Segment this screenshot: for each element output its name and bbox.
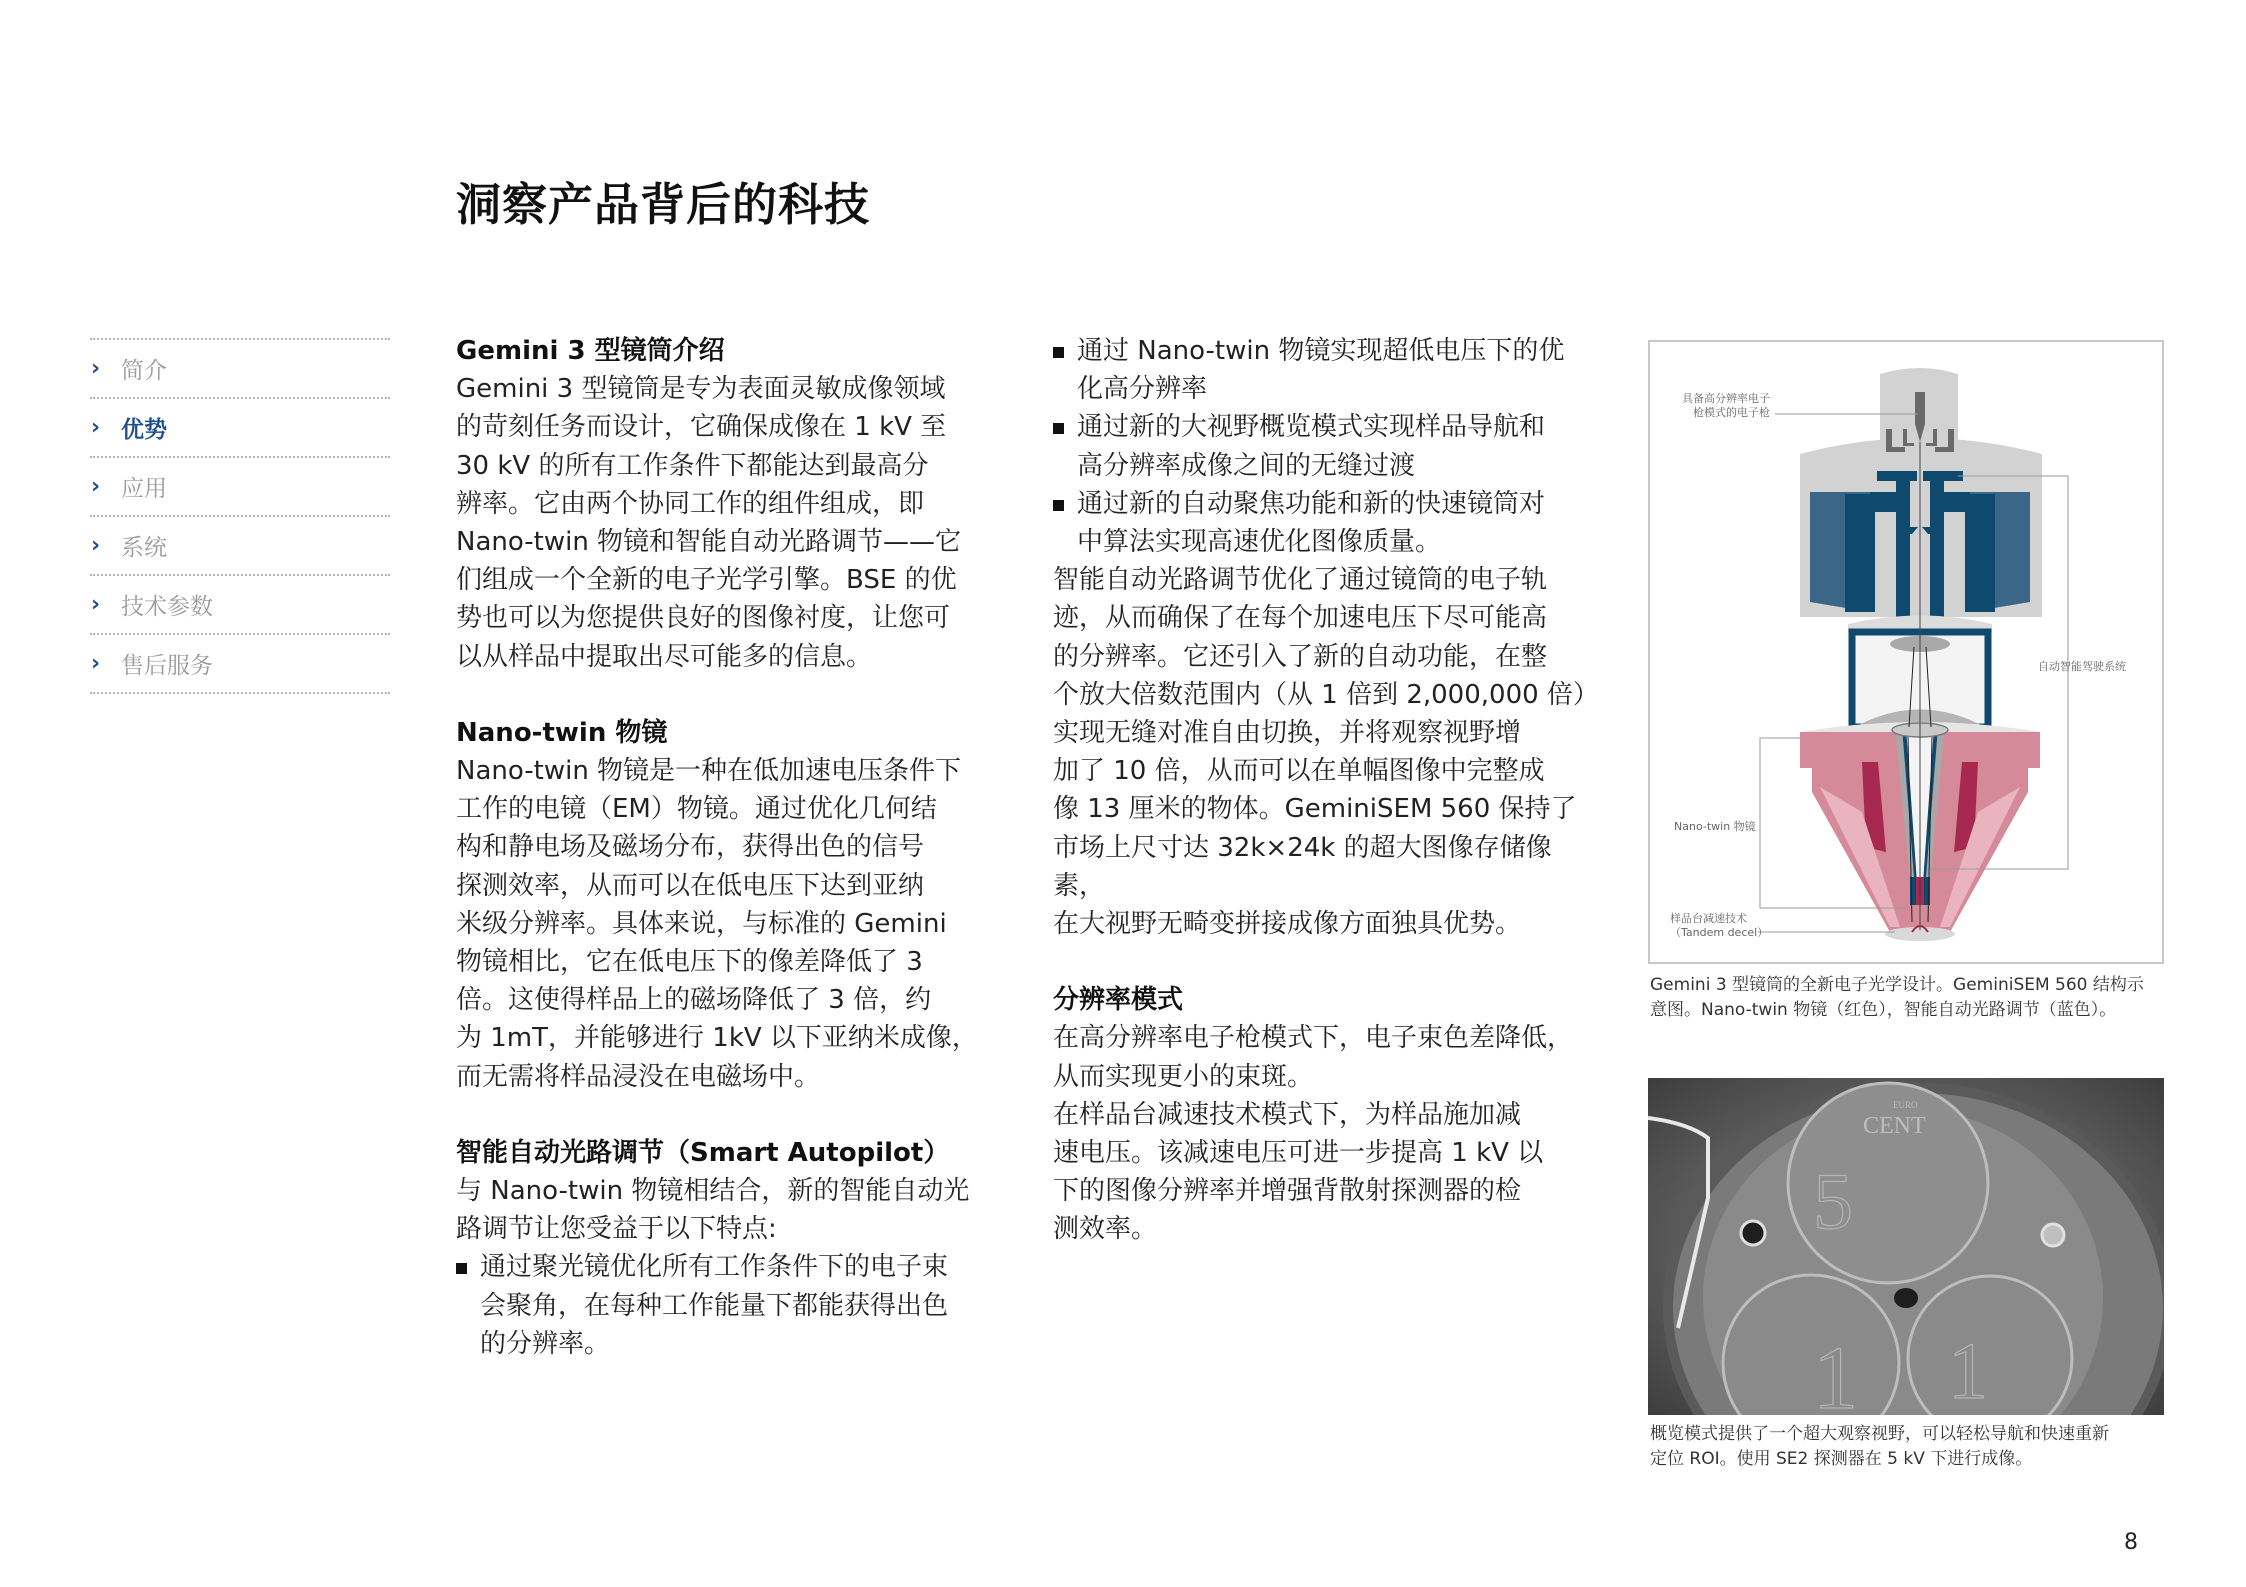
bullet-item <box>456 1248 986 1363</box>
text-line: Nano-twin 物镜是一种在低加速电压条件下 <box>456 756 962 787</box>
section-nav <box>90 338 390 694</box>
text-line: 实现无缝对准自由切换，并将观察视野增 <box>1053 718 1522 749</box>
paragraph-gemini3 <box>456 370 986 676</box>
text-line: 物镜相比，它在低电压下的像差降低了 3 <box>456 947 923 978</box>
text-column-2 <box>1053 332 1598 1249</box>
nav-item-intro[interactable] <box>90 340 390 397</box>
nav-item-specifications[interactable] <box>90 576 390 633</box>
text-line: 的分辨率。它还引入了新的自动功能，在整 <box>1053 641 1548 672</box>
text-line: 米级分辨率。具体来说，与标准的 Gemini <box>456 908 947 939</box>
nav-item-service[interactable] <box>90 635 390 692</box>
sem-overview-photo <box>1648 1078 2164 1415</box>
paragraph-smart-autopilot <box>456 1172 986 1248</box>
text-line: 下的图像分辨率并增强背散射探测器的检 <box>1053 1176 1522 1207</box>
svg-text:CENT: CENT <box>1863 1113 1926 1139</box>
bullet-item <box>1053 485 1598 561</box>
coins-on-stage-image <box>1648 1078 2164 1415</box>
text-line: Gemini 3 型镜筒是专为表面灵敏成像领域 <box>456 374 946 405</box>
text-line: 化高分辨率 <box>1077 374 1208 405</box>
chevron-right-icon: › <box>91 651 101 676</box>
label-text: （Tandem decel） <box>1670 926 1769 939</box>
text-line: 会聚角，在每种工作能量下都能获得出色 <box>480 1290 949 1321</box>
text-line: 通过 Nano-twin 物镜实现超低电压下的优 <box>1077 336 1565 366</box>
text-line: 们组成一个全新的电子光学引擎。BSE 的优 <box>456 565 957 596</box>
text-line: 的苛刻任务而设计，它确保成像在 1 kV 至 <box>456 412 947 443</box>
text-line: 倍。这使得样品上的磁场降低了 3 倍，约 <box>456 985 932 1016</box>
paragraph-nanotwin <box>456 752 986 1096</box>
caption-line: 概览模式提供了一个超大观察视野，可以轻松导航和快速重新 <box>1650 1424 2109 1444</box>
section-heading-resolution-modes: 分辨率模式 <box>1053 985 1184 1016</box>
text-line: 通过聚光镜优化所有工作条件下的电子束 <box>480 1252 949 1283</box>
text-line: 而无需将样品浸没在电磁场中。 <box>456 1061 821 1092</box>
page-number: 8 <box>2124 1530 2138 1555</box>
text-column-1 <box>456 332 986 1363</box>
section-heading-smart-autopilot: 智能自动光路调节（Smart Autopilot） <box>456 1137 950 1168</box>
nav-item-applications[interactable] <box>90 458 390 515</box>
electron-column-diagram <box>1648 340 2164 964</box>
square-bullet-icon <box>1053 347 1064 358</box>
label-text: 枪模式的电子枪 <box>1693 406 1770 419</box>
text-line: 探测效率，从而可以在低电压下达到亚纳 <box>456 870 925 901</box>
nav-label: 应用 <box>121 476 167 502</box>
square-bullet-icon <box>1053 423 1064 434</box>
text-line: 高分辨率成像之间的无缝过渡 <box>1077 450 1416 481</box>
text-line: 辨率。它由两个协同工作的组件组成，即 <box>456 488 925 519</box>
paragraph-autopilot-detail <box>1053 561 1598 943</box>
text-line: 工作的电镜（EM）物镜。通过优化几何结 <box>456 794 937 825</box>
text-line: 个放大倍数范围内（从 1 倍到 2,000,000 倍） <box>1053 679 1599 710</box>
column-cross-section-illustration <box>1650 342 2162 962</box>
page-title: 洞察产品背后的科技 <box>456 178 871 231</box>
svg-text:5: 5 <box>1813 1158 1853 1246</box>
nav-label: 优势 <box>121 417 167 443</box>
nav-item-system[interactable] <box>90 517 390 574</box>
text-line: 势也可以为您提供良好的图像衬度，让您可 <box>456 603 951 634</box>
text-line: 30 kV 的所有工作条件下都能达到最高分 <box>456 450 929 481</box>
text-line: 市场上尺寸达 32k×24k 的超大图像存储像素， <box>1053 832 1552 901</box>
nav-label: 简介 <box>121 358 167 384</box>
text-line: 加了 10 倍，从而可以在单幅图像中完整成 <box>1053 756 1545 787</box>
text-line: 从而实现更小的束斑。 <box>1053 1061 1314 1092</box>
label-text: 具备高分辨率电子 <box>1682 392 1770 405</box>
svg-text:1: 1 <box>1948 1328 1988 1415</box>
text-line: 测效率。 <box>1053 1214 1158 1245</box>
svg-text:1: 1 <box>1813 1329 1858 1415</box>
text-line: 通过新的自动聚焦功能和新的快速镜筒对 <box>1077 488 1546 519</box>
text-line: 以从样品中提取出尽可能多的信息。 <box>456 641 873 672</box>
text-line: 智能自动光路调节优化了通过镜筒的电子轨 <box>1053 565 1548 596</box>
text-line: 中算法实现高速优化图像质量。 <box>1077 527 1442 558</box>
text-line: 在样品台减速技术模式下，为样品施加减 <box>1053 1099 1522 1130</box>
section-heading-nanotwin: Nano-twin 物镜 <box>456 717 668 748</box>
caption-line: Gemini 3 型镜筒的全新电子光学设计。GeminiSEM 560 结构示 <box>1650 975 2144 995</box>
text-line: 为 1mT，并能够进行 1kV 以下亚纳米成像， <box>456 1023 978 1054</box>
square-bullet-icon <box>456 1263 467 1274</box>
text-line: 构和静电场及磁场分布，获得出色的信号 <box>456 832 925 863</box>
text-line: 通过新的大视野概览模式实现样品导航和 <box>1077 412 1546 443</box>
square-bullet-icon <box>1053 500 1064 511</box>
nav-label: 售后服务 <box>121 653 213 679</box>
text-line: 像 13 厘米的物体。GeminiSEM 560 保持了 <box>1053 794 1577 825</box>
chevron-right-icon: › <box>91 533 101 558</box>
chevron-right-icon: › <box>91 415 101 440</box>
text-line: 迹，从而确保了在每个加速电压下尽可能高 <box>1053 603 1548 634</box>
text-line: 在大视野无畸变拼接成像方面独具优势。 <box>1053 909 1522 940</box>
nav-label: 技术参数 <box>121 594 213 620</box>
nav-divider <box>90 692 390 694</box>
text-line: 与 Nano-twin 物镜相结合，新的智能自动光 <box>456 1176 970 1207</box>
label-autopilot: 自动智能驾驶系统 <box>2038 660 2126 673</box>
bullet-item <box>1053 408 1598 484</box>
bullet-list <box>1053 332 1598 561</box>
label-tandem-decel <box>1670 912 1768 940</box>
text-line: 的分辨率。 <box>480 1328 611 1359</box>
svg-text:EURO: EURO <box>1893 1100 1918 1110</box>
diagram-caption <box>1650 973 2180 1023</box>
nav-item-advantages[interactable] <box>90 399 390 456</box>
section-heading-gemini3: Gemini 3 型镜筒介绍 <box>456 336 725 366</box>
label-text: 样品台减速技术 <box>1670 912 1747 925</box>
bullet-item <box>1053 332 1598 408</box>
chevron-right-icon: › <box>91 474 101 499</box>
text-line: 速电压。该减速电压可进一步提高 1 kV 以 <box>1053 1138 1544 1169</box>
nav-label: 系统 <box>121 535 167 561</box>
paragraph-resolution-modes <box>1053 1019 1598 1248</box>
caption-line: 意图。Nano-twin 物镜（红色），智能自动光路调节（蓝色）。 <box>1650 1000 2117 1020</box>
label-electron-gun <box>1676 392 1770 420</box>
text-line: 在高分辨率电子枪模式下，电子束色差降低， <box>1053 1023 1574 1054</box>
chevron-right-icon: › <box>91 592 101 617</box>
label-nanotwin-lens: Nano-twin 物镜 <box>1674 820 1756 833</box>
chevron-right-icon: › <box>91 356 101 381</box>
text-line: 路调节让您受益于以下特点: <box>456 1214 777 1245</box>
text-line: Nano-twin 物镜和智能自动光路调节——它 <box>456 527 962 558</box>
bullet-list <box>456 1248 986 1363</box>
caption-line: 定位 ROI。使用 SE2 探测器在 5 kV 下进行成像。 <box>1650 1449 2033 1469</box>
photo-caption <box>1650 1422 2180 1472</box>
